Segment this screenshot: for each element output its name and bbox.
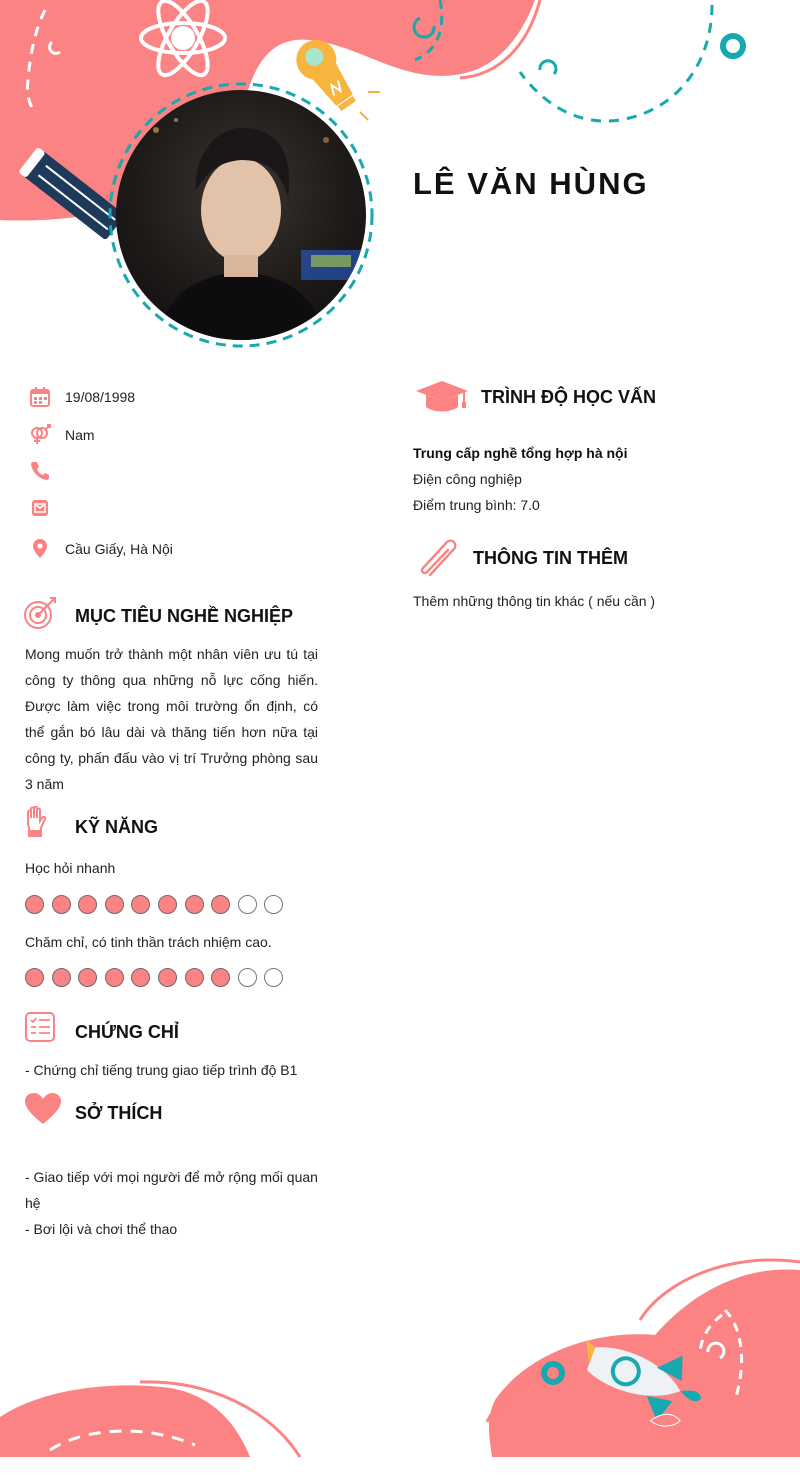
education-gpa: Điểm trung bình: 7.0 — [413, 497, 540, 513]
skill-dot-filled — [211, 968, 230, 987]
certificates-title: CHỨNG CHỈ — [75, 1022, 179, 1042]
skill-dot-filled — [185, 968, 204, 987]
skill-dot-empty — [264, 895, 283, 914]
skill-dot-filled — [185, 895, 204, 914]
additional-text: Thêm những thông tin khác ( nếu cần ) — [413, 593, 656, 609]
skill-name: Chăm chỉ, có tinh thần trách nhiệm cao. — [25, 934, 272, 950]
target-icon — [23, 596, 59, 630]
skill-dot-empty — [264, 968, 283, 987]
skill-dot-filled — [131, 895, 150, 914]
birthday-text: 19/08/1998 — [65, 389, 136, 405]
education-major: Điện công nghiệp — [413, 471, 522, 487]
skill-name: Học hỏi nhanh — [25, 860, 116, 876]
skill-dot-filled — [158, 968, 177, 987]
additional-title: THÔNG TIN THÊM — [473, 548, 628, 568]
skill-dot-filled — [25, 968, 44, 987]
skill-dot-filled — [131, 968, 150, 987]
skill-dot-empty — [238, 895, 257, 914]
skill-dot-filled — [52, 968, 71, 987]
candidate-name: LÊ VĂN HÙNG — [413, 166, 649, 201]
hobby-item: - Giao tiếp với mọi người để mở rộng mối quan hệ — [25, 1169, 318, 1211]
skill-dot-filled — [105, 968, 124, 987]
education-school: Trung cấp nghề tổng hợp hà nội — [413, 445, 628, 461]
skill-dot-filled — [78, 968, 97, 987]
skill-dot-filled — [211, 895, 230, 914]
contact-phone — [25, 458, 325, 484]
skill-dot-filled — [52, 895, 71, 914]
calendar-icon — [29, 386, 51, 408]
certificate-item: - Chứng chỉ tiếng trung giao tiếp trình độ B1 — [25, 1062, 298, 1078]
gender-text: Nam — [65, 427, 95, 443]
skill-rating — [25, 968, 283, 990]
education-title: TRÌNH ĐỘ HỌC VẤN — [481, 387, 656, 407]
heart-icon — [24, 1092, 62, 1126]
skill-dot-empty — [238, 968, 257, 987]
footer-decoration — [0, 1240, 800, 1483]
hobby-item: - Bơi lội và chơi thể thao — [25, 1221, 178, 1237]
contact-address — [25, 537, 325, 563]
hand-icon — [24, 806, 48, 838]
envelope-icon — [29, 497, 51, 519]
contact-email — [25, 496, 325, 522]
objective-text: Mong muốn trở thành một nhân viên ưu tú tại công ty thông qua những nỗ lực cống hiến. Được làm việc trong môi trường ổn định, có thể gắn bó lâu dài và thăng tiến hơn nữa tại công ty, phấn đấu vào vị trí Trưởng phòng sau 3 năm — [25, 646, 318, 792]
contact-birthday — [25, 385, 325, 411]
objective-title: MỤC TIÊU NGHỀ NGHIỆP — [75, 606, 294, 626]
skill-rating — [25, 895, 283, 917]
profile-photo-figure — [116, 90, 366, 340]
paperclip-icon — [416, 537, 460, 579]
skill-dot-filled — [78, 895, 97, 914]
graduation-cap-icon — [414, 380, 470, 414]
checklist-icon — [24, 1011, 56, 1043]
skill-dot-filled — [25, 895, 44, 914]
skill-dot-filled — [158, 895, 177, 914]
address-text: Cầu Giấy, Hà Nội — [65, 541, 173, 557]
skill-dot-filled — [105, 895, 124, 914]
hobbies-title: SỞ THÍCH — [75, 1103, 163, 1123]
skills-title: KỸ NĂNG — [75, 817, 159, 837]
gender-icon — [29, 424, 51, 446]
location-pin-icon — [29, 538, 51, 560]
profile-photo — [116, 90, 366, 340]
phone-icon — [29, 459, 51, 481]
contact-gender — [25, 423, 325, 449]
